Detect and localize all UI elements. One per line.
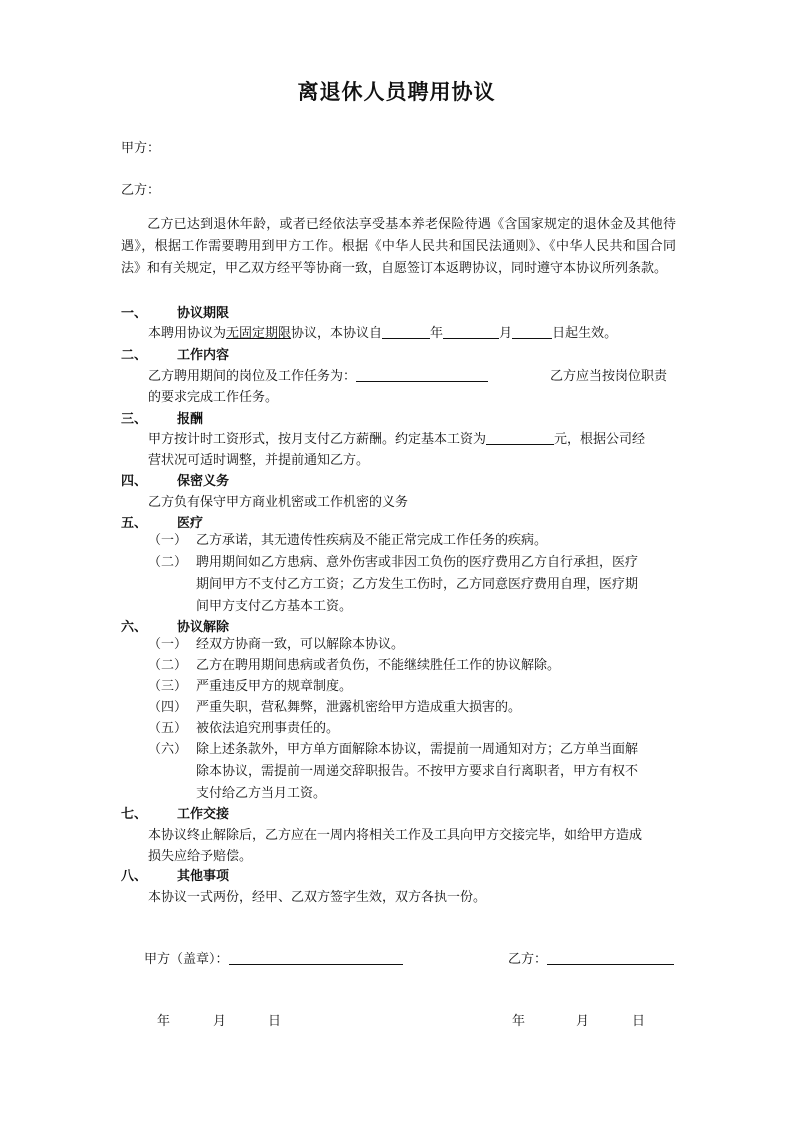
section-title: 工作内容 <box>177 348 230 363</box>
item-label: （六） <box>148 742 188 757</box>
salary-blank <box>486 430 554 445</box>
signature-line <box>229 950 403 965</box>
section-2-heading <box>121 344 229 363</box>
date-year-label: 年 <box>512 1014 526 1029</box>
text-fragment: 乙方聘用期间的岗位及工作任务为： <box>148 369 357 384</box>
section-title: 报酬 <box>177 412 204 427</box>
section-2-line-2: 的要求完成工作任务。 <box>148 390 279 405</box>
section-3-heading <box>121 408 203 427</box>
party-b-label: 乙方： <box>121 183 161 198</box>
day-label: 日起生效。 <box>552 326 618 341</box>
section-title: 协议解除 <box>177 620 230 635</box>
item-label: （二） <box>148 658 188 673</box>
text-fragment: 协议，本协议自 <box>291 326 383 341</box>
item-text: 乙方承诺，其无遗传性疾病及不能正常完成工作任务的疾病。 <box>196 533 548 548</box>
list-item <box>148 530 676 552</box>
item-text: 聘用期间如乙方患病、意外伤害或非因工负伤的医疗费用乙方自行承担，医疗 <box>196 555 639 570</box>
signature-label: 乙方： <box>508 952 548 967</box>
list-item <box>148 655 676 677</box>
list-item <box>148 676 676 698</box>
party-a-label: 甲方： <box>121 141 161 156</box>
item-label: （一） <box>148 637 188 652</box>
list-item <box>148 634 676 656</box>
item-text: 除上述条款外，甲方单方面解除本协议，需提前一周通知对方；乙方单当面解 <box>196 742 639 757</box>
text-fragment: 甲方按计时工资形式，按月支付乙方薪酬。约定基本工资为 <box>148 432 487 447</box>
date-month-label: 月 <box>213 1014 227 1029</box>
section-title: 工作交接 <box>177 807 230 822</box>
section-title: 医疗 <box>177 516 204 531</box>
section-4-text: 乙方负有保守甲方商业机密或工作机密的义务 <box>148 495 409 510</box>
section-number: 二、 <box>121 348 148 363</box>
list-item <box>148 552 676 618</box>
item-label: （四） <box>148 700 188 715</box>
job-blank <box>356 367 488 382</box>
section-5-heading <box>121 512 203 531</box>
section-3-line-1 <box>148 428 645 447</box>
list-item <box>148 718 676 740</box>
date-month-label: 月 <box>576 1014 590 1029</box>
section-8-heading <box>121 865 229 884</box>
date-day-label: 日 <box>268 1014 282 1029</box>
item-label: （五） <box>148 721 188 736</box>
item-text: 乙方在聘用期间患病或者负伤，不能继续胜任工作的协议解除。 <box>196 658 561 673</box>
month-label: 月 <box>499 326 513 341</box>
date-year-label: 年 <box>157 1014 171 1029</box>
list-item <box>148 739 676 805</box>
section-number: 三、 <box>121 412 148 427</box>
section-3-line-2: 营状况可适时调整，并提前通知乙方。 <box>148 453 370 468</box>
intro-text: 乙方已达到退休年龄，或者已经依法享受基本养老保险待遇《含国家规定的退休金及其他待遇》，根据工作需要聘用到甲方工作。根据《中华人民共和国民法通则》、《中华人民共和国合同法》和有关规定，甲乙双方经平等协商一致，自愿签订本返聘协议，同时遵守本协议所列条款。 <box>121 217 676 276</box>
year-blank <box>382 324 430 339</box>
item-text: 支付给乙方当月工资。 <box>196 786 327 801</box>
item-label: （三） <box>148 679 188 694</box>
section-number: 六、 <box>121 620 148 635</box>
section-2-line-1-tail: 乙方应当按岗位职责 <box>550 369 668 384</box>
section-number: 一、 <box>121 306 148 321</box>
section-2-line-1 <box>148 365 488 384</box>
section-number: 七、 <box>121 807 148 822</box>
party-b-signature <box>508 948 674 967</box>
section-8-text: 本协议一式两份，经甲、乙双方签字生效，双方各执一份。 <box>148 890 487 905</box>
section-7-line-1: 本协议终止解除后，乙方应在一周内将相关工作及工具向甲方交接完毕，如给甲方造成 <box>148 828 643 843</box>
term-underlined: 无固定期限 <box>226 326 292 341</box>
month-blank <box>443 324 499 339</box>
year-label: 年 <box>430 326 444 341</box>
section-title: 其他事项 <box>177 869 230 884</box>
section-7-line-2: 损失应给予赔偿。 <box>148 849 253 864</box>
section-1-heading <box>121 302 229 321</box>
item-text: 除本协议，需提前一周递交辞职报告。不按甲方要求自行离职者，甲方有权不 <box>196 764 639 779</box>
section-number: 四、 <box>121 474 148 489</box>
date-day-label: 日 <box>632 1014 646 1029</box>
item-text: 严重失职，营私舞弊，泄露机密给甲方造成重大损害的。 <box>196 700 522 715</box>
list-item <box>148 697 676 719</box>
section-7-heading <box>121 803 229 822</box>
item-label: （二） <box>148 555 188 570</box>
section-1-text <box>148 322 617 341</box>
item-text: 严重违反甲方的规章制度。 <box>196 679 353 694</box>
item-label: （一） <box>148 533 188 548</box>
item-text: 被依法追究刑事责任的。 <box>196 721 340 736</box>
item-text: 间甲方支付乙方基本工资。 <box>196 599 353 614</box>
item-text: 期间甲方不支付乙方工资；乙方发生工伤时，乙方同意医疗费用自理，医疗期 <box>196 577 639 592</box>
section-title: 保密义务 <box>177 474 230 489</box>
party-a-signature <box>144 948 403 967</box>
section-4-heading <box>121 470 229 489</box>
section-title: 协议期限 <box>177 306 230 321</box>
section-number: 八、 <box>121 869 148 884</box>
text-fragment: 元，根据公司经 <box>554 432 646 447</box>
section-number: 五、 <box>121 516 148 531</box>
signature-label: 甲方（盖章）： <box>144 952 229 967</box>
intro-paragraph <box>121 214 676 280</box>
text-fragment: 本聘用协议为 <box>148 326 227 341</box>
signature-line <box>547 950 674 965</box>
day-blank <box>512 324 552 339</box>
item-text: 经双方协商一致，可以解除本协议。 <box>196 637 405 652</box>
section-6-heading <box>121 616 229 635</box>
document-title: 离退休人员聘用协议 <box>297 80 496 104</box>
